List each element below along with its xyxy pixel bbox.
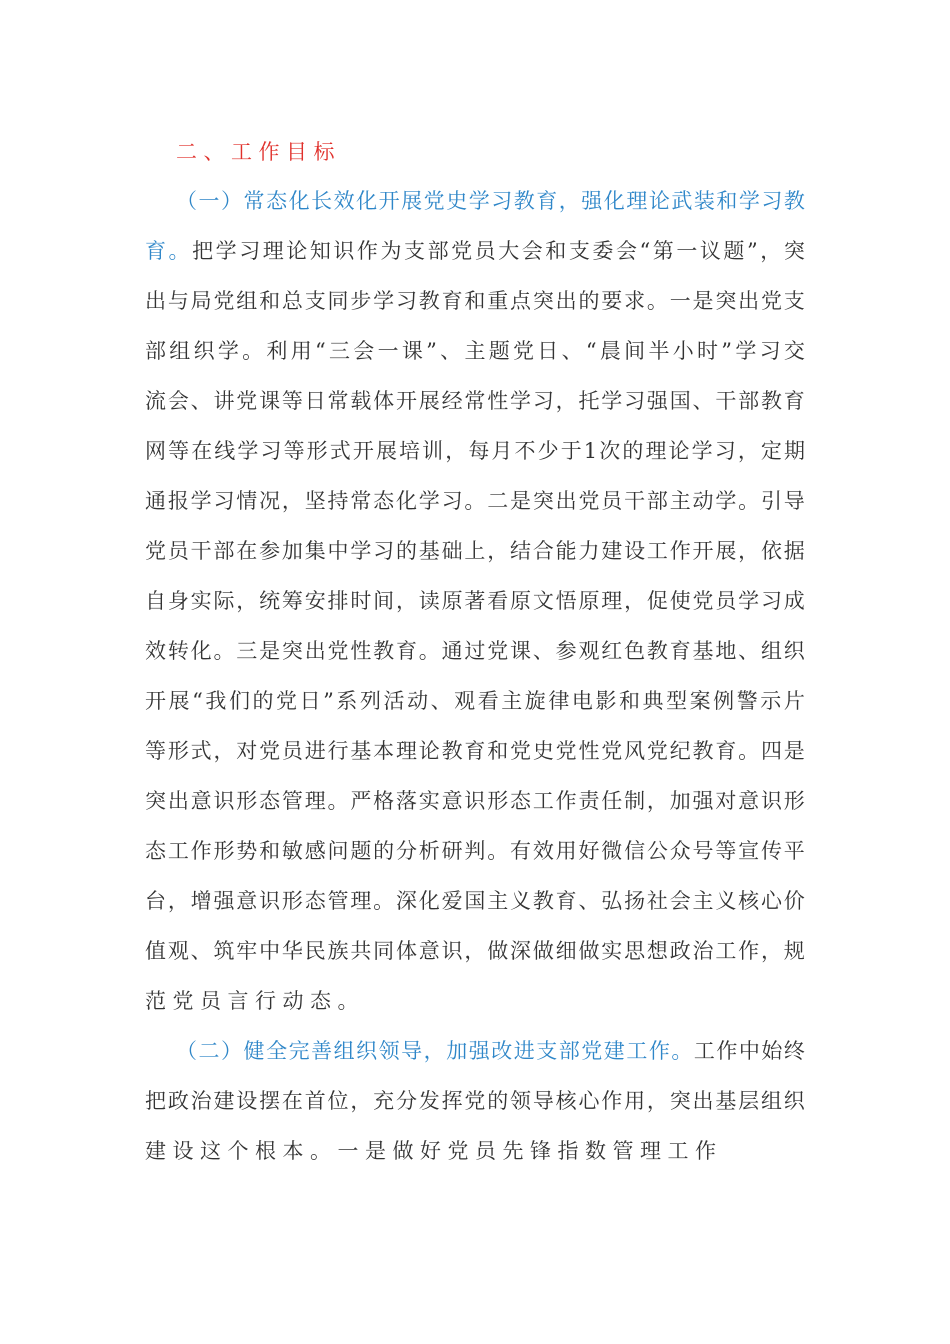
- text-line: 出 与 局 党 组 和 总 支 同 步 学 习 教 育 和 重 点 突 出 的 要 求 。 一 是 突 出 党 支: [145, 289, 805, 313]
- text-line: 流 会 、 讲 党 课 等 日 常 载 体 开 展 经 常 性 学 习 ， 托 学 习 强 国 、 干 部 教 育: [145, 389, 805, 413]
- text-line: 通 报 学 习 情 况 ， 坚 持 常 态 化 学 习 。 二 是 突 出 党 员 干 部 主 动 学 。 引 导: [145, 489, 805, 513]
- text-line: 网 等 在 线 学 习 等 形 式 开 展 培 训 ， 每 月 不 少 于 1 次 的 理 论 学 习 ， 定 期: [145, 439, 805, 463]
- text-line: 部 组 织 学 。 利 用 “ 三 会 一 课 ” 、 主 题 党 日 、 “ 晨 间 半 小 时 ” 学 习 交: [145, 339, 805, 363]
- text-line: 效 转 化 。 三 是 突 出 党 性 教 育 。 通 过 党 课 、 参 观 红 色 教 育 基 地 、 组 织: [145, 639, 805, 663]
- text-line: 值 观 、 筑 牢 中 华 民 族 共 同 体 意 识 ， 做 深 做 细 做 实 思 想 政 治 工 作 ， 规: [145, 939, 805, 963]
- text-line: 开 展 “ 我 们 的 党 日 ” 系 列 活 动 、 观 看 主 旋 律 电 影 和 典 型 案 例 警 示 片: [145, 689, 805, 713]
- text-line: 把 政 治 建 设 摆 在 首 位 ， 充 分 发 挥 党 的 领 导 核 心 作 用 ， 突 出 基 层 组 织: [145, 1089, 805, 1113]
- text-line: 台 ， 增 强 意 识 形 态 管 理 。 深 化 爱 国 主 义 教 育 、 弘 扬 社 会 主 义 核 心 价: [145, 889, 805, 913]
- text-line: 育 。 把 学 习 理 论 知 识 作 为 支 部 党 员 大 会 和 支 委 会 “ 第 一 议 题 ” ， 突: [145, 239, 805, 263]
- text-line: （ 一 ） 常 态 化 长 效 化 开 展 党 史 学 习 教 育 ， 强 化 理 论 武 装 和 学 习 教: [176, 189, 805, 213]
- text-line: （ 二 ） 健 全 完 善 组 织 领 导 ， 加 强 改 进 支 部 党 建 工 作 。 工 作 中 始 终: [176, 1039, 805, 1063]
- text-line: 态 工 作 形 势 和 敏 感 问 题 的 分 析 研 判 。 有 效 用 好 微 信 公 众 号 等 宣 传 平: [145, 839, 805, 863]
- text-line: 党 员 干 部 在 参 加 集 中 学 习 的 基 础 上 ， 结 合 能 力 建 设 工 作 开 展 ， 依 据: [145, 539, 805, 563]
- text-line: 二 、 工 作 目 标: [176, 140, 335, 164]
- text-line: 等 形 式 ， 对 党 员 进 行 基 本 理 论 教 育 和 党 史 党 性 党 风 党 纪 教 育 。 四 是: [145, 739, 805, 763]
- text-line: 自 身 实 际 ， 统 筹 安 排 时 间 ， 读 原 著 看 原 文 悟 原 理 ， 促 使 党 员 学 习 成: [145, 589, 805, 613]
- text-line: 建 设 这 个 根 本 。 一 是 做 好 党 员 先 锋 指 数 管 理 工 作: [145, 1139, 716, 1163]
- text-line: 突 出 意 识 形 态 管 理 。 严 格 落 实 意 识 形 态 工 作 责 任 制 ， 加 强 对 意 识 形: [145, 789, 805, 813]
- text-line: 范 党 员 言 行 动 态 。: [145, 989, 359, 1013]
